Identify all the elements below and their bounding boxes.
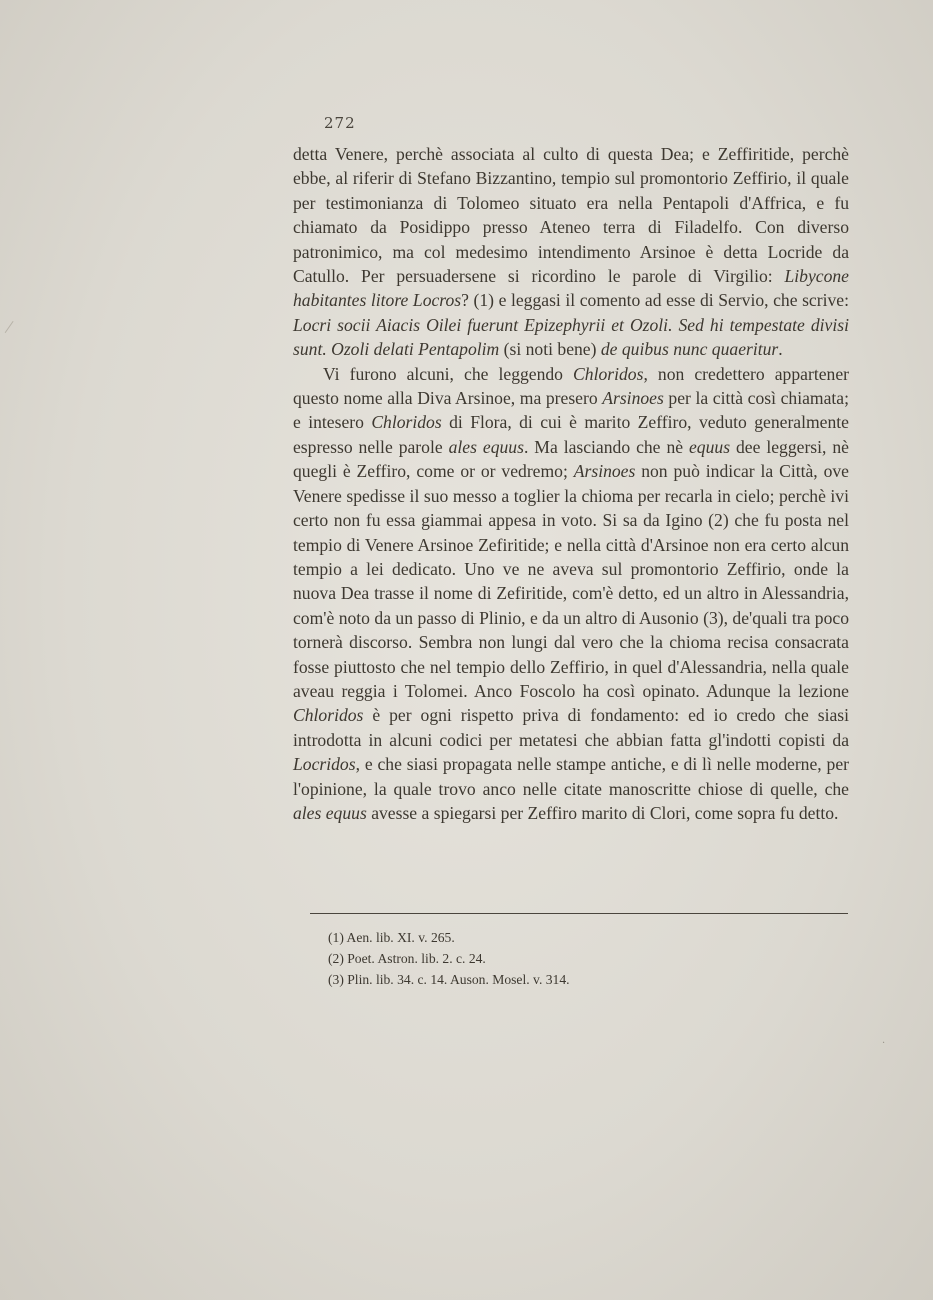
footnotes xyxy=(328,927,728,990)
text-run: di Flora, di cui è marito Zeffiro, veduto generalmente espresso nelle parole xyxy=(293,412,849,457)
paragraph xyxy=(293,142,849,362)
text-run: dee leggersi, nè quegli è Zeffiro, come or or vedremo; xyxy=(293,436,849,482)
italic-run: ales equus xyxy=(448,436,524,457)
text-run: ? (1) e leggasi il comento ad esse di Servio, che scrive: xyxy=(461,290,849,311)
main-text xyxy=(293,142,849,825)
italic-run: Chloridos xyxy=(371,412,442,433)
text-run: è per ogni rispetto priva di fondamento: ed io credo che siasi introdotta in alcuni codici per metatesi che abbian fatta gl'indotti copisti da xyxy=(293,705,849,750)
footnote: (3) Plin. lib. 34. c. 14. Auson. Mosel. v. 314. xyxy=(328,972,570,987)
footnote: (1) Aen. lib. XI. v. 265. xyxy=(328,930,455,945)
page-number: 272 xyxy=(324,114,356,132)
italic-run: Chloridos xyxy=(293,705,364,726)
italic-run: ales equus xyxy=(293,802,367,823)
paragraph xyxy=(293,362,849,826)
text-run: . Ma lasciando che nè xyxy=(523,436,689,457)
text-run: per la città così chiamata; e intesero xyxy=(293,388,849,433)
text-run: avesse a spiegarsi per Zeffiro marito di Clori, come sopra fu detto. xyxy=(366,802,839,823)
footnote-divider xyxy=(310,913,848,914)
italic-run: equus xyxy=(689,436,731,457)
margin-mark: · xyxy=(882,1038,886,1049)
italic-run: Libycone habitantes litore Locros xyxy=(293,266,849,311)
text-run: non può indicar la Città, ove Venere spedisse il suo messo a toglier la chioma per recarla in cielo; perchè ivi certo non fu essa giammai appesa in voto. Si sa da Igino (2) che fu posta nel tempio di Venere Arsinoe Zefiritide; e nella città d'Arsinoe non era certo alcun tempio a lei dedicato. Uno ve ne aveva sul promontorio Zeffirio, onde la nuova Dea trasse il nome di Zefiritide, com'è detto, ed un altro in Alessandria, com'è noto da un passo di Plinio, e da un altro di Ausonio (3), de'quali tra poco tornerà discorso. Sembra non lungi dal vero che la chioma recisa consacrata fosse piuttosto che nel tempio dello Zeffirio, in quel d'Alessandria, nella quale aveau reggia i Tolomei. Anco Foscolo ha così opinato. Adunque la lezione xyxy=(293,461,849,701)
text-run: Vi furono alcuni, che leggendo xyxy=(323,363,574,384)
text-run: . xyxy=(778,339,783,360)
italic-run: Arsinoes xyxy=(573,461,636,482)
italic-run: Arsinoes xyxy=(602,388,664,409)
italic-run: Locri socii Aiacis Oilei fuerunt Epizephyrii et Ozoli. Sed hi tempestate divisi sunt. Ozoli delati Pentapolim xyxy=(293,314,849,360)
italic-run: Locridos xyxy=(293,754,356,775)
text-run: , non credettero appartener questo nome alla Diva Arsinoe, ma presero xyxy=(293,363,849,409)
margin-mark xyxy=(5,321,20,337)
text-run: , e che siasi propagata nelle stampe antiche, e di lì nelle moderne, per l'opinione, la quale trovo anco nelle citate manoscritte chiose di quelle, che xyxy=(293,754,849,799)
footnote: (2) Poet. Astron. lib. 2. c. 24. xyxy=(328,951,486,966)
text-run: (si noti bene) xyxy=(499,339,601,360)
italic-run: Chloridos xyxy=(573,363,644,384)
italic-run: de quibus nunc quaeritur xyxy=(600,339,779,360)
text-run: detta Venere, perchè associata al culto di questa Dea; e Zeffiritide, perchè ebbe, al riferir di Stefano Bizzantino, tempio sul promontorio Zeffirio, il quale per testimonianza di Tolomeo situato era nella Pentapoli d'Affrica, e fu chiamato da Posidippo presso Ateneo terra di Filadelfo. Con diverso patronimico, ma col medesimo intendimento Arsinoe è detta Locride da Catullo. Per persuadersene si ricordino le parole di Virgilio: xyxy=(293,144,849,287)
